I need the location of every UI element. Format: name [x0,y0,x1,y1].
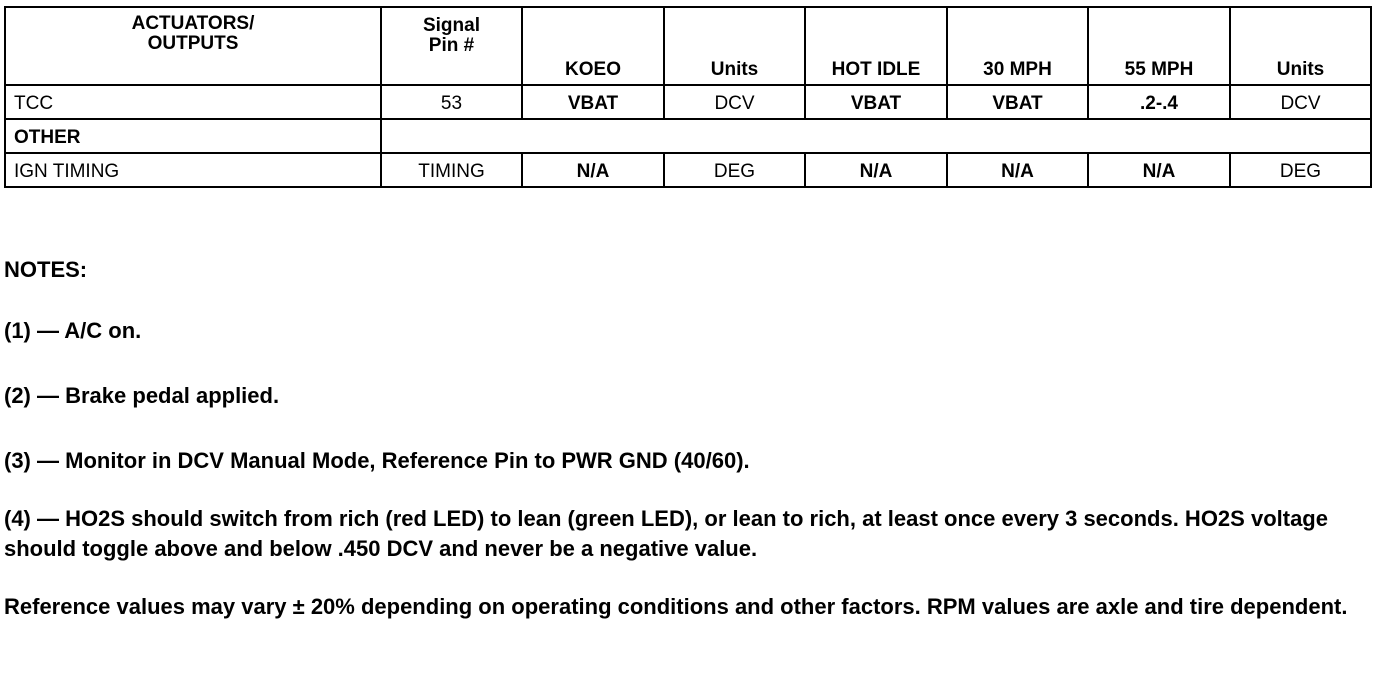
notes-section [4,255,1384,657]
header-signal-pin [381,7,522,85]
header-actuators-outputs [5,7,381,85]
header-signal-label: Signal [422,15,480,36]
row-tcc-koeo: VBAT [522,85,664,119]
header-koeo: KOEO [522,7,664,85]
row-tcc-units-1: DCV [664,85,805,119]
header-hot-idle: HOT IDLE [805,7,947,85]
row-tcc-hot-idle: VBAT [805,85,947,119]
row-ign-timing-name: IGN TIMING [5,153,381,187]
header-55-mph: 55 MPH [1088,7,1230,85]
row-tcc-55-mph: .2-.4 [1088,85,1230,119]
row-ign-timing-30-mph: N/A [947,153,1088,187]
note-4: (4) — HO2S should switch from rich (red LED) to lean (green LED), or lean to rich, at least once every 3 seconds. HO2S voltage should toggle above and below .450 DCV and never be a negative value. [4,506,1328,561]
header-pin-label: Pin # [428,35,475,56]
row-tcc-name: TCC [5,85,381,119]
row-ign-timing-koeo: N/A [522,153,664,187]
row-ign-timing-units-2: DEG [1230,153,1371,187]
header-outputs-label: OUTPUTS [147,33,239,54]
row-ign-timing-hot-idle: N/A [805,153,947,187]
header-row [5,7,1371,85]
row-ign-timing-units-1: DEG [664,153,805,187]
row-other-name: OTHER [5,119,381,153]
table-row [5,85,1371,119]
actuators-outputs-table [4,6,1372,188]
row-tcc-30-mph: VBAT [947,85,1088,119]
header-30-mph: 30 MPH [947,7,1088,85]
note-1: (1) — A/C on. [4,318,142,343]
notes-heading: NOTES: [4,257,88,282]
row-ign-timing-55-mph: N/A [1088,153,1230,187]
table-row [5,119,1371,153]
row-ign-timing-pin: TIMING [381,153,522,187]
reference-values-note: Reference values may vary ± 20% depending on operating conditions and other factors. RPM values are axle and tire dependent. [4,594,1348,619]
row-tcc-units-2: DCV [1230,85,1371,119]
table-row [5,153,1371,187]
note-3: (3) — Monitor in DCV Manual Mode, Reference Pin to PWR GND (40/60). [4,448,750,473]
row-other-empty [381,119,1371,153]
header-units-2: Units [1230,7,1371,85]
header-units-1: Units [664,7,805,85]
note-2: (2) — Brake pedal applied. [4,383,280,408]
row-tcc-pin: 53 [381,85,522,119]
header-actuators-label: ACTUATORS/ [131,13,255,34]
